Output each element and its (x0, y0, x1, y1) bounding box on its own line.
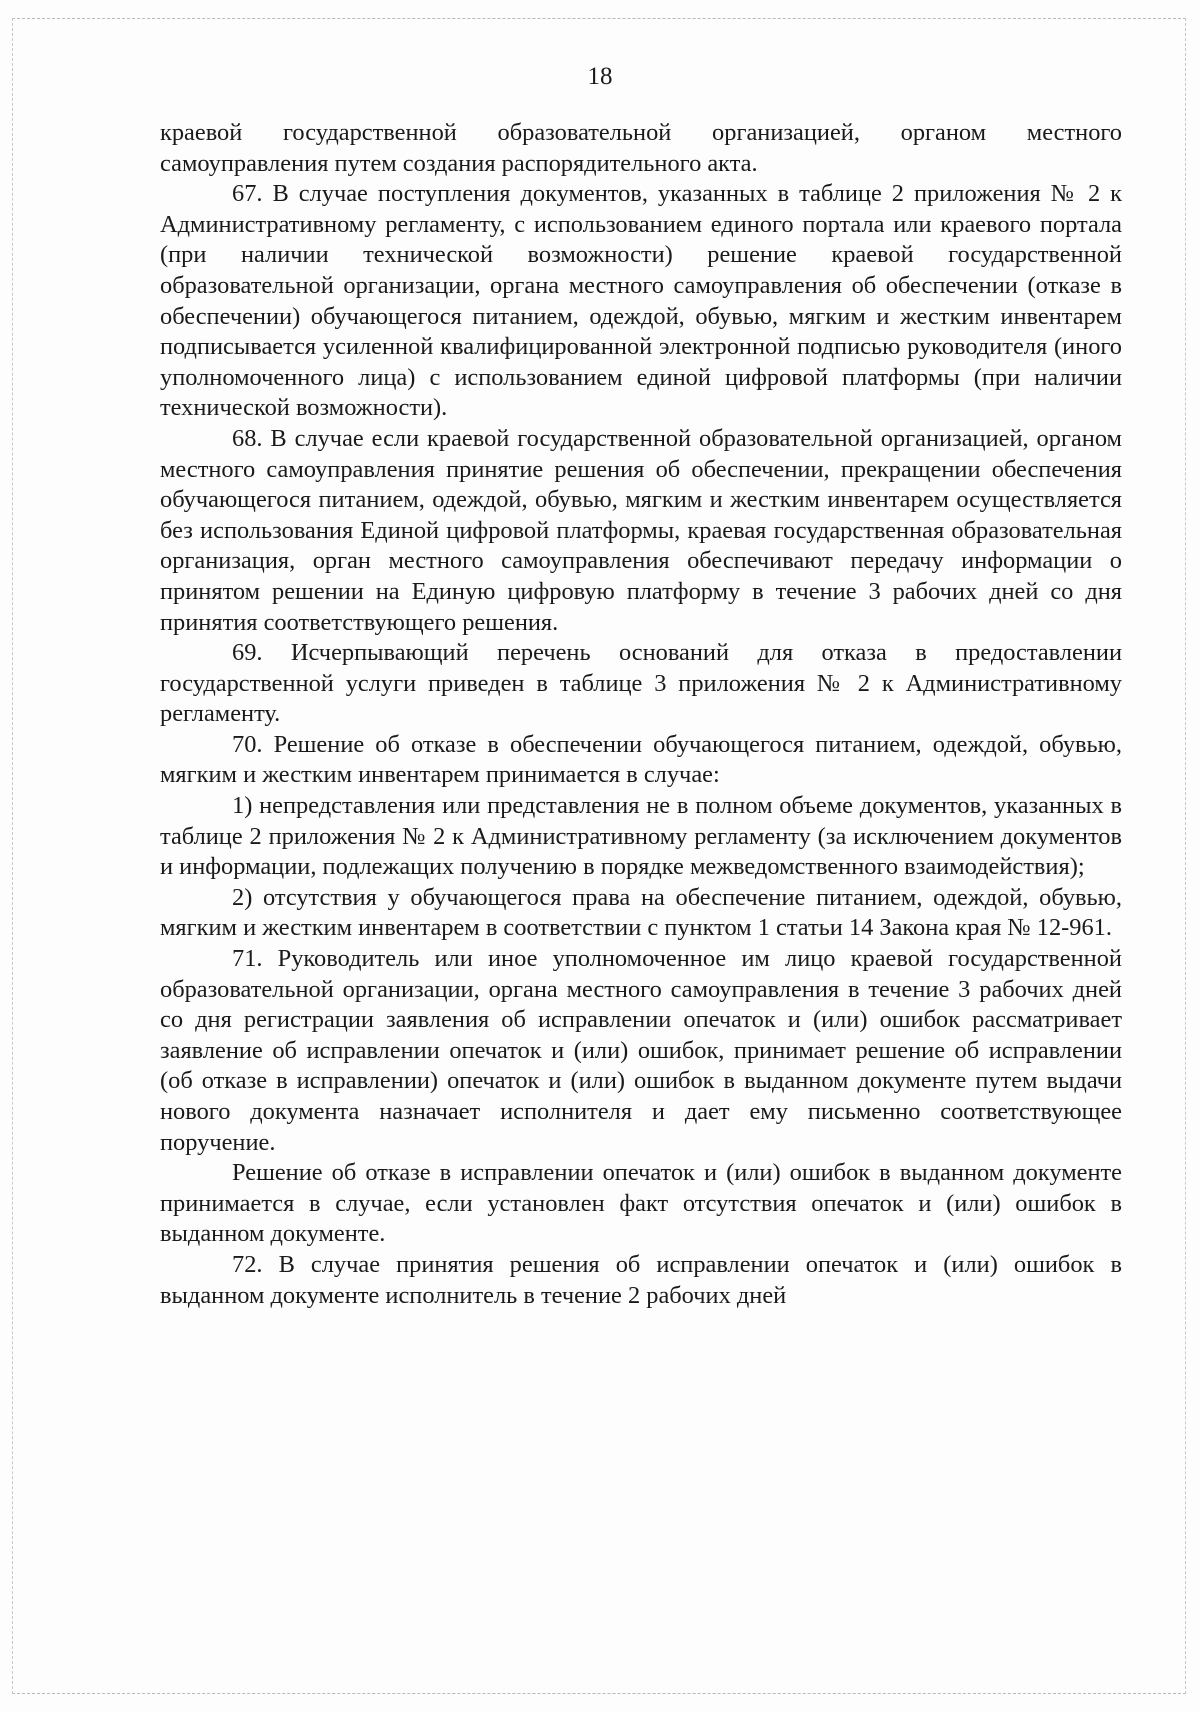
scan-border-bottom (12, 1693, 1186, 1694)
scan-border-right (1185, 18, 1186, 1694)
paragraph-70-item-1: 1) непредставления или представления не в полном объеме документов, указанных в таблице 2 приложения № 2 к Административному регламенту (за исключением документов и информации, подлежащих получению в порядке межведомственного взаимодействия); (160, 792, 1122, 881)
paragraph-72: 72. В случае принятия решения об исправлении опечаток и (или) ошибок в выданном документе исполнитель в течение 2 рабочих дней (160, 1250, 1122, 1309)
document-body (160, 118, 1122, 1311)
scan-border-left (12, 18, 13, 1694)
paragraph-68: 68. В случае если краевой государственной образовательной организацией, органом местного самоуправления принятие решения об обеспечении, прекращении обеспечения обучающегося питанием, одеждой, обувью, мягким и жестким инвентарем осуществляется без использования Единой цифровой платформы, краевая государственная образовательная организация, орган местного самоуправления обеспечивают передачу информации о принятом решении на Единую цифровую платформу в течение 3 рабочих дней со дня принятия соответствующего решения. (160, 424, 1122, 636)
paragraph-69: 69. Исчерпывающий перечень оснований для отказа в предоставлении государственной услуги приведен в таблице 3 приложения № 2 к Административному регламенту. (160, 639, 1122, 728)
paragraph-70-item-2: 2) отсутствия у обучающегося права на обеспечение питанием, одеждой, обувью, мягким и жестким инвентарем в соответствии с пунктом 1 статьи 14 Закона края № 12-961. (160, 883, 1122, 942)
paragraph-70: 70. Решение об отказе в обеспечении обучающегося питанием, одеждой, обувью, мягким и жестким инвентарем принимается в случае: (160, 730, 1122, 789)
paragraph-71-refusal: Решение об отказе в исправлении опечаток и (или) ошибок в выданном документе принимается в случае, если установлен факт отсутствия опечаток и (или) ошибок в выданном документе. (160, 1159, 1122, 1248)
scan-border-top (12, 18, 1186, 19)
paragraph-71: 71. Руководитель или иное уполномоченное им лицо краевой государственной образовательной организации, органа местного самоуправления в течение 3 рабочих дней со дня регистрации заявления об исправлении опечаток и (или) ошибок рассматривает заявление об исправлении опечаток и (или) ошибок, принимает решение об исправлении (об отказе в исправлении) опечаток и (или) ошибок в выданном документе путем выдачи нового документа назначает исполнителя и дает ему письменно соответствующее поручение. (160, 945, 1122, 1156)
page-number: 18 (587, 63, 613, 90)
paragraph-67: 67. В случае поступления документов, указанных в таблице 2 приложения № 2 к Административному регламенту, с использованием единого портала или краевого портала (при наличии технической возможности) решение краевой государственной образовательной организации, органа местного самоуправления об обеспечении (отказе в обеспечении) обучающегося питанием, одеждой, обувью, мягким и жестким инвентарем подписывается усиленной квалифицированной электронной подписью руководителя (иного уполномоченного лица) с использованием единой цифровой платформы (при наличии технической возможности). (160, 180, 1122, 422)
paragraph-continuation: краевой государственной образовательной организацией, органом местного самоуправления путем создания распорядительного акта. (160, 119, 1122, 177)
